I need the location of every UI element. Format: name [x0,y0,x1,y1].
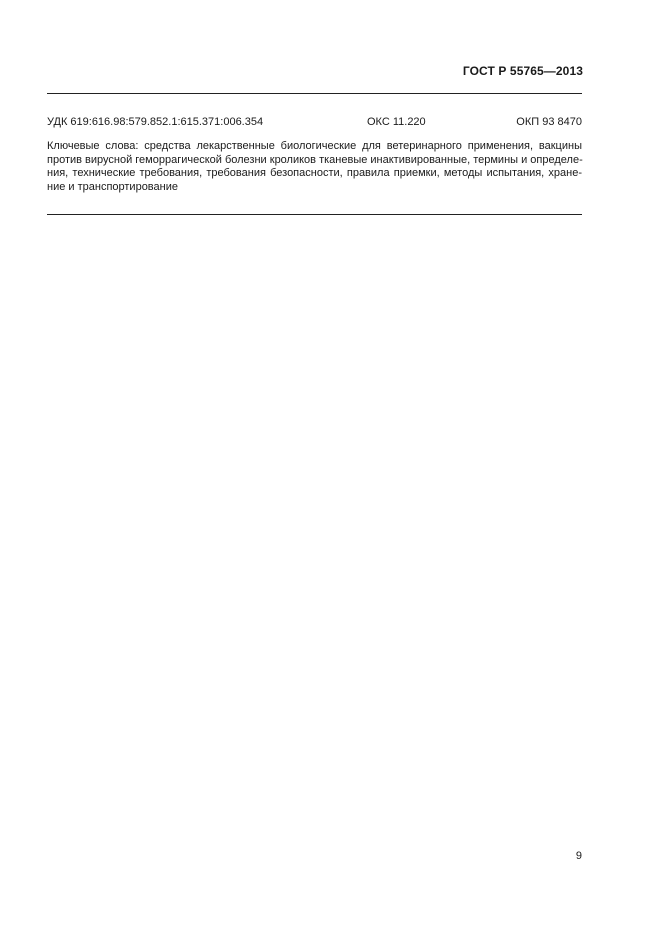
keywords-line: против вирусной геморрагической болезни кроликов тканевые инактивированные, термины и определе- [47,153,583,166]
top-divider [47,93,582,94]
oks-code: ОКС 11.220 [367,116,426,128]
page-number: 9 [575,850,582,862]
keywords-line: ния, технические требования, требования безопасности, правила приемки, методы испытания, хране- [47,167,582,179]
okp-code: ОКП 93 8470 [516,116,582,128]
keywords-paragraph [47,140,582,194]
udk-code: УДК 619:616.98:579.852.1:615.371:006.354 [47,116,264,128]
classification-row [47,116,582,130]
keywords-line: Ключевые слова: средства лекарственные биологические для ветеринарного применения, вакцины [47,140,582,152]
keywords-line: ние и транспортирование [47,180,178,193]
document-code: ГОСТ Р 55765—2013 [462,64,583,78]
bottom-divider [47,214,582,215]
